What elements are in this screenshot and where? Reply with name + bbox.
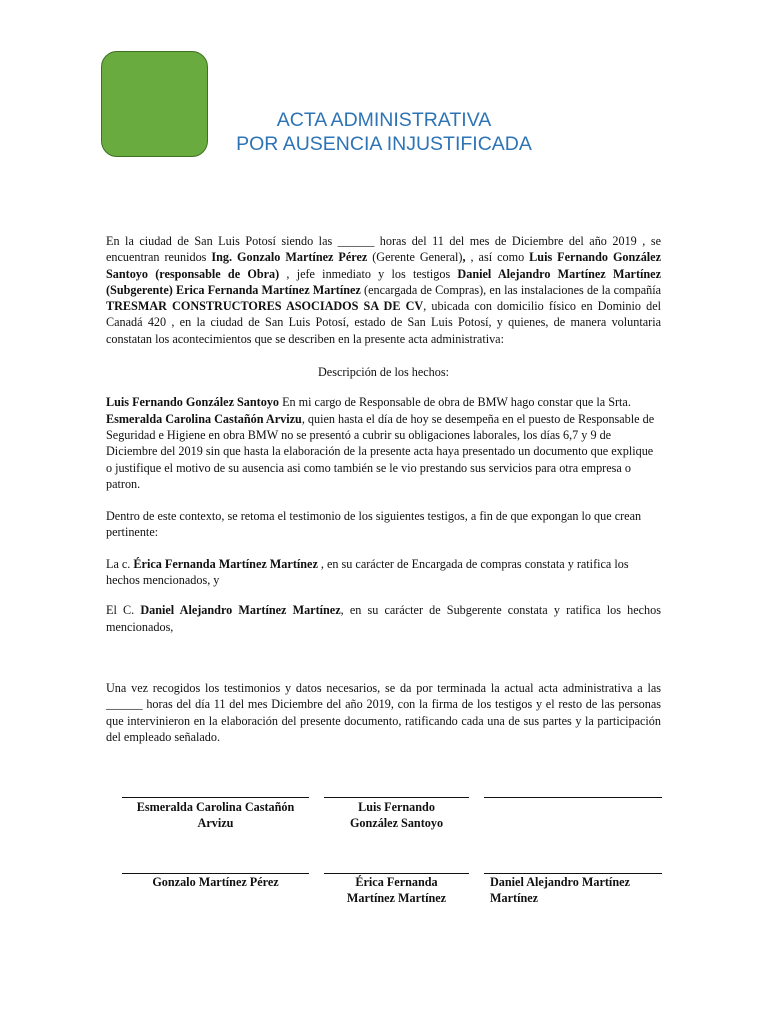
signature-line-1 bbox=[122, 797, 309, 798]
signature-gonzalo bbox=[122, 875, 309, 891]
signature-erica bbox=[324, 875, 469, 906]
witness-1-text-1: La c. bbox=[106, 556, 134, 571]
supervisor-name: Luis Fernando González Santoyo (responsable de Obra) bbox=[106, 250, 662, 281]
document-title bbox=[0, 108, 768, 156]
signature-line-2 bbox=[324, 797, 469, 798]
facts-paragraph bbox=[106, 394, 661, 492]
facts-text-1: En mi cargo de Responsable de obra de BMW hago constar que la Srta. bbox=[279, 395, 631, 410]
title-line-1: ACTA ADMINISTRATIVA bbox=[276, 109, 492, 131]
signature-esmeralda-line-1: Esmeralda Carolina Castañón bbox=[136, 800, 295, 814]
section-heading: Descripción de los hechos: bbox=[318, 365, 449, 380]
signature-gonzalo-line-1: Gonzalo Martínez Pérez bbox=[152, 875, 279, 889]
intro-text-4: , jefe inmediato y los testigos bbox=[279, 266, 458, 281]
signature-line-6 bbox=[484, 873, 662, 874]
document-body bbox=[106, 233, 661, 745]
signature-luis-line-2: González Santoyo bbox=[349, 815, 444, 830]
signature-line-4 bbox=[122, 873, 309, 874]
witness-2-paragraph bbox=[106, 602, 661, 635]
witness-2-name: Daniel Alejandro Martínez Martínez bbox=[140, 603, 341, 618]
witness-2-text-2: , en su carácter de Subgerente constata y ratifica los hechos mencionados, bbox=[106, 603, 661, 634]
witness-1-paragraph bbox=[106, 556, 661, 589]
signature-line-3 bbox=[484, 797, 662, 798]
signature-daniel-line-1: Daniel Alejandro Martínez bbox=[490, 875, 630, 889]
intro-comma: , bbox=[462, 250, 466, 265]
intro-text-2: (Gerente General) bbox=[367, 250, 463, 265]
signature-erica-line-1: Érica Fernanda bbox=[355, 875, 438, 889]
facts-text-2: , quien hasta el día de hoy se desempeña en el puesto de Responsable de Seguridad e Higiene en obra BMW no se presentó a cubrir su obligaciones laborales, los días 6,7 y 9 de Diciembre del 2019 sin que hasta la elaboración de la presente acta haya presentado un documento que explique o justifique el motivo de su ausencia asi como también se le vio prestando sus servicios para otra empresa o patron. bbox=[106, 411, 655, 491]
signature-luis bbox=[324, 800, 469, 831]
intro-paragraph bbox=[106, 233, 661, 347]
signature-daniel-line-2: Martínez bbox=[490, 890, 539, 905]
intro-text-1: En la ciudad de San Luis Potosí siendo las ______ horas del 11 del mes de Diciembre del año 2019 , se encuentran reunidos bbox=[106, 234, 661, 265]
intro-text-5: (encargada de Compras), en las instalaciones de la compañía bbox=[360, 282, 661, 297]
manager-name: Ing. Gonzalo Martínez Pérez bbox=[211, 250, 368, 265]
witness-1-text-2: , en su carácter de Encargada de compras constata y ratifica los hechos mencionados, y bbox=[106, 556, 629, 588]
intro-text-6: , ubicada con domicilio físico en Dominio del Canadá 420 , en la ciudad de San Luis Potosí, estado de San Luis Potosí, y quienes, de manera voluntaria constatan los acontecimientos que se describen en la presente acta administrativa: bbox=[106, 299, 661, 346]
signature-luis-line-1: Luis Fernando bbox=[358, 800, 435, 814]
signature-esmeralda bbox=[122, 800, 309, 831]
signature-erica-line-2: Martínez Martínez bbox=[346, 890, 447, 905]
company-name: TRESMAR CONSTRUCTORES ASOCIADOS SA DE CV bbox=[106, 299, 424, 314]
reporter-name: Luis Fernando González Santoyo bbox=[106, 395, 280, 410]
witness-1-name: Érica Fernanda Martínez Martínez bbox=[133, 556, 318, 571]
employee-name: Esmeralda Carolina Castañón Arvizu bbox=[106, 411, 302, 426]
witnesses-names: Daniel Alejandro Martínez Martínez (Subgerente) Erica Fernanda Martínez Martínez bbox=[106, 266, 661, 297]
signature-line-5 bbox=[324, 873, 469, 874]
closing-paragraph: Una vez recogidos los testimonios y datos necesarios, se da por terminada la actual acta administrativa a las ______ horas del día 11 del mes Diciembre del año 2019, con la firma de los testigos y el resto de las personas que intervinieron en la elaboración del presente documento, ratificando cada una de sus partes y la participación del empleado señalado. bbox=[106, 680, 661, 744]
signature-esmeralda-line-2: Arvizu bbox=[197, 815, 234, 830]
title-line-2: POR AUSENCIA INJUSTIFICADA bbox=[236, 133, 532, 155]
context-paragraph: Dentro de este contexto, se retoma el testimonio de los siguientes testigos, a fin de que expongan lo que crean pertinente: bbox=[106, 509, 642, 540]
intro-text-3: , así como bbox=[465, 250, 530, 265]
witness-2-text-1: El C. bbox=[106, 603, 141, 618]
signature-daniel bbox=[490, 875, 662, 906]
